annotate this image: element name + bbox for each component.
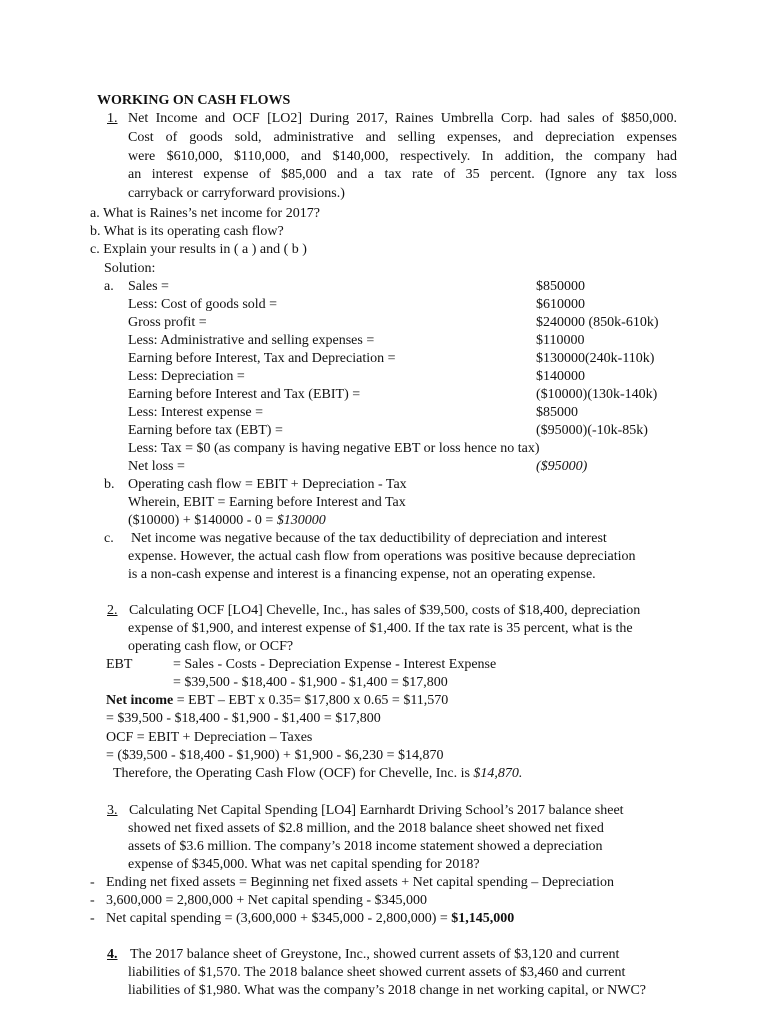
q1-line-5: carryback or carryforward provisions.)	[128, 186, 345, 201]
row-cogs-label: Less: Cost of goods sold =	[128, 297, 278, 312]
q1-line-2: Cost of goods sold, administrative and selling expenses, and depreciation expenses	[128, 130, 677, 145]
q2-line-2: expense of $1,900, and interest expense of $1,400. If the tax rate is 35 percent, what is the	[128, 621, 633, 636]
q3-line-4: expense of $345,000. What was net capital spending for 2018?	[128, 857, 480, 872]
q4-line-3: liabilities of $1,980. What was the company’s 2018 change in net working capital, or NWC?	[128, 983, 647, 998]
q1-b-line-2: Wherein, EBIT = Earning before Interest and Tax	[128, 495, 406, 510]
row-tax-label: Less: Tax = $0 (as company is having negative EBT or loss hence no tax)	[128, 441, 540, 456]
q4-line-1: The 2017 balance sheet of Greystone, Inc., showed current assets of $3,120 and current	[130, 947, 620, 962]
q4-number: 4.	[107, 947, 118, 962]
q2-line-3: operating cash flow, or OCF?	[128, 639, 294, 654]
q3-line-2: showed net fixed assets of $2.8 million, and the 2018 balance sheet showed net fixed	[128, 821, 604, 836]
row-gross-profit-label: Gross profit =	[128, 315, 207, 330]
q1-number: 1.	[107, 111, 118, 126]
q3-line-3: assets of $3.6 million. The company’s 2018 income statement showed a depreciation	[128, 839, 603, 854]
q1-c-line-1: Net income was negative because of the tax deductibility of depreciation and interest	[131, 531, 607, 546]
row-ebit-label: Earning before Interest and Tax (EBIT) =	[128, 387, 361, 402]
q1-b-line-1: Operating cash flow = EBIT + Depreciation - Tax	[128, 477, 407, 492]
row-ebitd-value: $130000(240k-110k)	[536, 351, 655, 366]
q2-conclusion-text: Therefore, the Operating Cash Flow (OCF) for Chevelle, Inc. is	[113, 766, 474, 781]
row-ebitd-label: Earning before Interest, Tax and Depreciation =	[128, 351, 396, 366]
q3-bullet-3-text	[106, 910, 514, 928]
q1-line-4: an interest expense of $85,000 and a tax rate of 35 percent. (Ignore any tax loss	[128, 167, 677, 182]
row-ebit-value: ($10000)(130k-140k)	[536, 387, 658, 402]
q2-net-income-label: Net income	[106, 693, 174, 708]
q1-a-marker: a.	[104, 279, 114, 294]
row-sales-label: Sales =	[128, 279, 169, 294]
q1-c-marker: c.	[104, 531, 114, 546]
q2-ebt-label: EBT	[106, 657, 133, 672]
q1-b-result: $130000	[276, 513, 326, 528]
q2-number: 2.	[107, 603, 118, 618]
q1-b-formula: ($10000) + $140000 - 0 =	[128, 513, 277, 528]
q2-ebt-formula: = Sales - Costs - Depreciation Expense - Interest Expense	[173, 657, 497, 672]
row-interest-label: Less: Interest expense =	[128, 405, 264, 420]
q2-line-1: Calculating OCF [LO4] Chevelle, Inc., has sales of $39,500, costs of $18,400, depreciation	[129, 603, 641, 618]
row-gross-profit-value: $240000 (850k-610k)	[536, 315, 659, 330]
q3-bullet-1-text: Ending net fixed assets = Beginning net fixed assets + Net capital spending – Depreciation	[106, 875, 614, 890]
q1-part-c: c. Explain your results in ( a ) and ( b )	[90, 242, 307, 257]
document-title: WORKING ON CASH FLOWS	[97, 93, 291, 108]
row-interest-value: $85000	[536, 405, 578, 420]
q2-conclusion	[113, 765, 522, 783]
row-sales-value: $850000	[536, 279, 585, 294]
row-ebt-value: ($95000)(-10k-85k)	[536, 423, 648, 438]
q2-conclusion-value: $14,870.	[473, 766, 523, 781]
q1-c-line-2: expense. However, the actual cash flow from operations was positive because depreciation	[128, 549, 636, 564]
q3-line-1: Calculating Net Capital Spending [LO4] Earnhardt Driving School’s 2017 balance sheet	[129, 803, 624, 818]
q3-bullet-1: -	[90, 875, 95, 890]
q2-calc-line: = $39,500 - $18,400 - $1,900 - $1,400 = $17,800	[106, 711, 381, 726]
q4-line-2: liabilities of $1,570. The 2018 balance sheet showed current assets of $3,460 and current	[128, 965, 626, 980]
q3-net-capital-formula: Net capital spending = (3,600,000 + $345,000 - 2,800,000) =	[106, 911, 452, 926]
q1-part-b: b. What is its operating cash flow?	[90, 224, 284, 239]
q2-ebt-calc: = $39,500 - $18,400 - $1,900 - $1,400 = $17,800	[173, 675, 448, 690]
row-net-loss-label: Net loss =	[128, 459, 185, 474]
q3-bullet-3: -	[90, 911, 95, 926]
row-net-loss-value: ($95000)	[536, 459, 588, 474]
q1-solution-label: Solution:	[104, 261, 156, 276]
q1-b-line-3	[128, 512, 326, 530]
row-admin-label: Less: Administrative and selling expenses =	[128, 333, 375, 348]
q1-line-3: were $610,000, $110,000, and $140,000, respectively. In addition, the company had	[128, 149, 677, 164]
row-depreciation-label: Less: Depreciation =	[128, 369, 245, 384]
q2-ocf-formula: OCF = EBIT + Depreciation – Taxes	[106, 730, 313, 745]
row-admin-value: $110000	[536, 333, 585, 348]
q2-ocf-calc: = ($39,500 - $18,400 - $1,900) + $1,900 - $6,230 = $14,870	[106, 748, 444, 763]
q1-line-1: Net Income and OCF [LO2] During 2017, Raines Umbrella Corp. had sales of $850,000.	[128, 111, 677, 126]
q2-net-income-calc: = EBT – EBT x 0.35= $17,800 x 0.65 = $11,570	[173, 693, 449, 708]
q3-net-capital-result: $1,145,000	[451, 911, 515, 926]
q1-part-a: a. What is Raines’s net income for 2017?	[90, 206, 320, 221]
q1-c-line-3: is a non-cash expense and interest is a financing expense, not an operating expense.	[128, 567, 596, 582]
q3-bullet-2: -	[90, 893, 95, 908]
q3-number: 3.	[107, 803, 118, 818]
row-depreciation-value: $140000	[536, 369, 585, 384]
q2-net-income-line	[106, 692, 448, 710]
q1-b-marker: b.	[104, 477, 115, 492]
row-cogs-value: $610000	[536, 297, 585, 312]
q3-bullet-2-text: 3,600,000 = 2,800,000 + Net capital spending - $345,000	[106, 893, 428, 908]
row-ebt-label: Earning before tax (EBT) =	[128, 423, 283, 438]
